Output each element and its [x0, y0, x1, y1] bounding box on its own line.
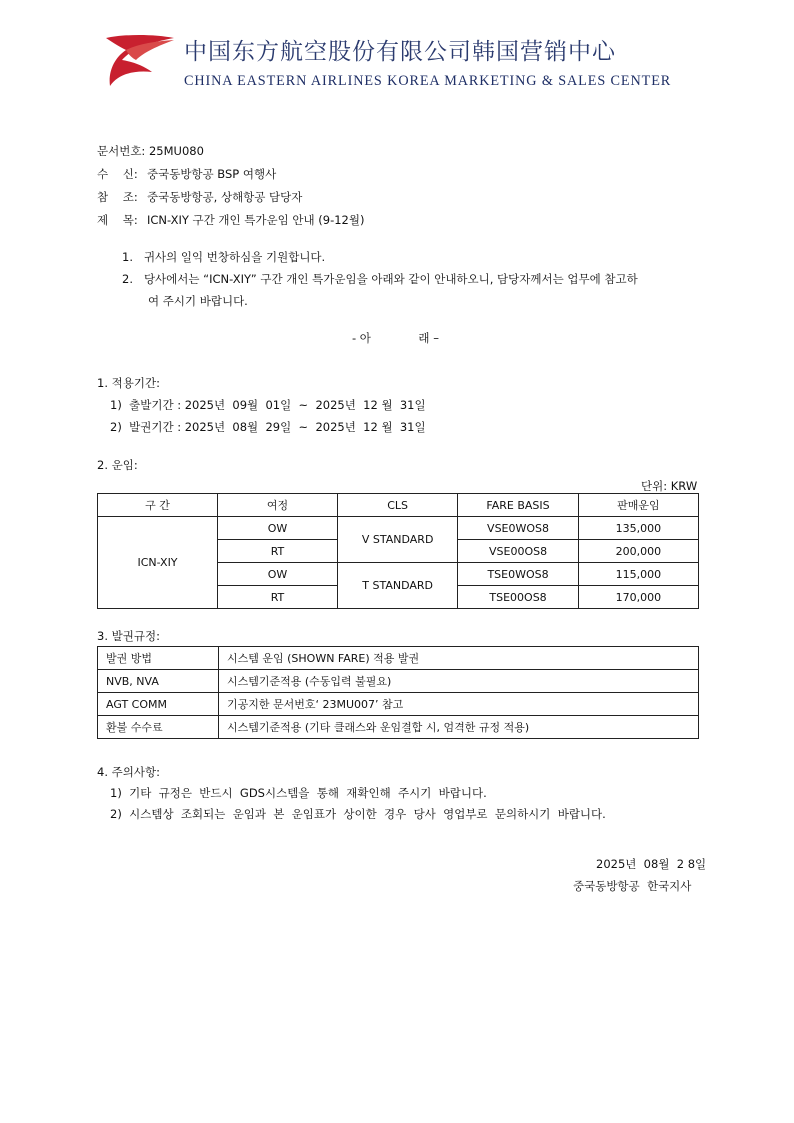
trip-cell: OW: [218, 517, 338, 540]
departure-period: 1) 출발기간 : 2025년 09월 01일 ~ 2025년 12 월 31일: [110, 398, 426, 412]
rule-key: AGT COMM: [98, 693, 219, 716]
rule-key: NVB, NVA: [98, 670, 219, 693]
intro-item-2-cont: 여 주시기 바랍니다.: [148, 294, 248, 308]
table-row: [98, 647, 699, 670]
fare-basis-cell: VSE0WOS8: [458, 517, 578, 540]
table-row: [98, 693, 699, 716]
fare-basis-cell: TSE00OS8: [458, 586, 578, 609]
doc-number: 25MU080: [148, 144, 204, 158]
notice-2: 2) 시스템상 조회되는 운임과 본 운임표가 상이한 경우 당사 영업부로 문의하시기 바랍니다.: [110, 807, 606, 821]
subject: ICN-XIY 구간 개인 특가운임 안내 (9-12월): [147, 213, 365, 227]
rule-value: 시스템기준적용 (기타 클래스와 운임결합 시, 엄격한 규정 적용): [219, 716, 699, 739]
section-1-title: 1. 적용기간:: [97, 376, 160, 390]
subject-line: [97, 212, 364, 228]
col-route: 구 간: [98, 494, 218, 517]
table-row: [98, 670, 699, 693]
col-trip: 여정: [218, 494, 338, 517]
recipient: 중국동방항공 BSP 여행사: [147, 167, 277, 181]
cc-label: 참 조:: [97, 190, 138, 204]
sender: 중국동방항공 한국지사: [573, 879, 692, 893]
fare-table-header: [98, 494, 699, 517]
section-3-title: 3. 발권규정:: [97, 629, 160, 643]
fare-basis-cell: TSE0WOS8: [458, 563, 578, 586]
fare-cell: 200,000: [578, 540, 698, 563]
cc-line: [97, 189, 302, 205]
fare-cell: 170,000: [578, 586, 698, 609]
company-title-chinese: 中国东方航空股份有限公司韩国营销中心: [184, 39, 616, 65]
doc-number-label: 문서번호:: [97, 144, 146, 158]
trip-cell: RT: [218, 540, 338, 563]
route-cell: ICN-XIY: [98, 517, 218, 609]
rule-key: 환불 수수료: [98, 716, 219, 739]
intro-item-1: 1. 귀사의 일익 번창하심을 기원합니다.: [122, 250, 326, 264]
rule-value: 시스템 운임 (SHOWN FARE) 적용 발권: [219, 647, 699, 670]
recipient-line: [97, 166, 276, 182]
fare-cell: 115,000: [578, 563, 698, 586]
cls-cell: T STANDARD: [337, 563, 457, 609]
issue-date: 2025년 08월 2 8일: [596, 857, 707, 871]
china-eastern-logo: [104, 32, 176, 88]
col-fare: 판매운임: [578, 494, 698, 517]
currency-unit: 단위: KRW: [641, 479, 698, 493]
rules-table: [97, 646, 699, 739]
company-title-english: CHINA EASTERN AIRLINES KOREA MARKETING & SALES CENTER: [184, 73, 672, 89]
cls-cell: V STANDARD: [337, 517, 457, 563]
table-row: [98, 517, 699, 540]
trip-cell: RT: [218, 586, 338, 609]
fare-cell: 135,000: [578, 517, 698, 540]
recipient-label: 수 신:: [97, 167, 138, 181]
section-2-title: 2. 운임:: [97, 458, 138, 472]
ticketing-period: 2) 발권기간 : 2025년 08월 29일 ~ 2025년 12 월 31일: [110, 420, 426, 434]
below-heading: - 아 래 –: [352, 331, 439, 345]
rule-key: 발권 방법: [98, 647, 219, 670]
doc-number-line: [97, 143, 204, 159]
cc: 중국동방항공, 상해항공 담당자: [147, 190, 303, 204]
section-4-title: 4. 주의사항:: [97, 765, 160, 779]
table-row: [98, 716, 699, 739]
rule-value: 시스템기준적용 (수동입력 불필요): [219, 670, 699, 693]
fare-table: [97, 493, 699, 609]
subject-label: 제 목:: [97, 213, 138, 227]
rule-value: 기공지한 문서번호‘ 23MU007’ 참고: [219, 693, 699, 716]
trip-cell: OW: [218, 563, 338, 586]
col-cls: CLS: [337, 494, 457, 517]
intro-item-2: 2. 당사에서는 “ICN-XIY” 구간 개인 특가운임을 아래와 같이 안내하오니, 담당자께서는 업무에 참고하: [122, 272, 638, 286]
fare-basis-cell: VSE00OS8: [458, 540, 578, 563]
notice-1: 1) 기타 규정은 반드시 GDS시스템을 통해 재확인해 주시기 바랍니다.: [110, 786, 487, 800]
col-fare-basis: FARE BASIS: [458, 494, 578, 517]
